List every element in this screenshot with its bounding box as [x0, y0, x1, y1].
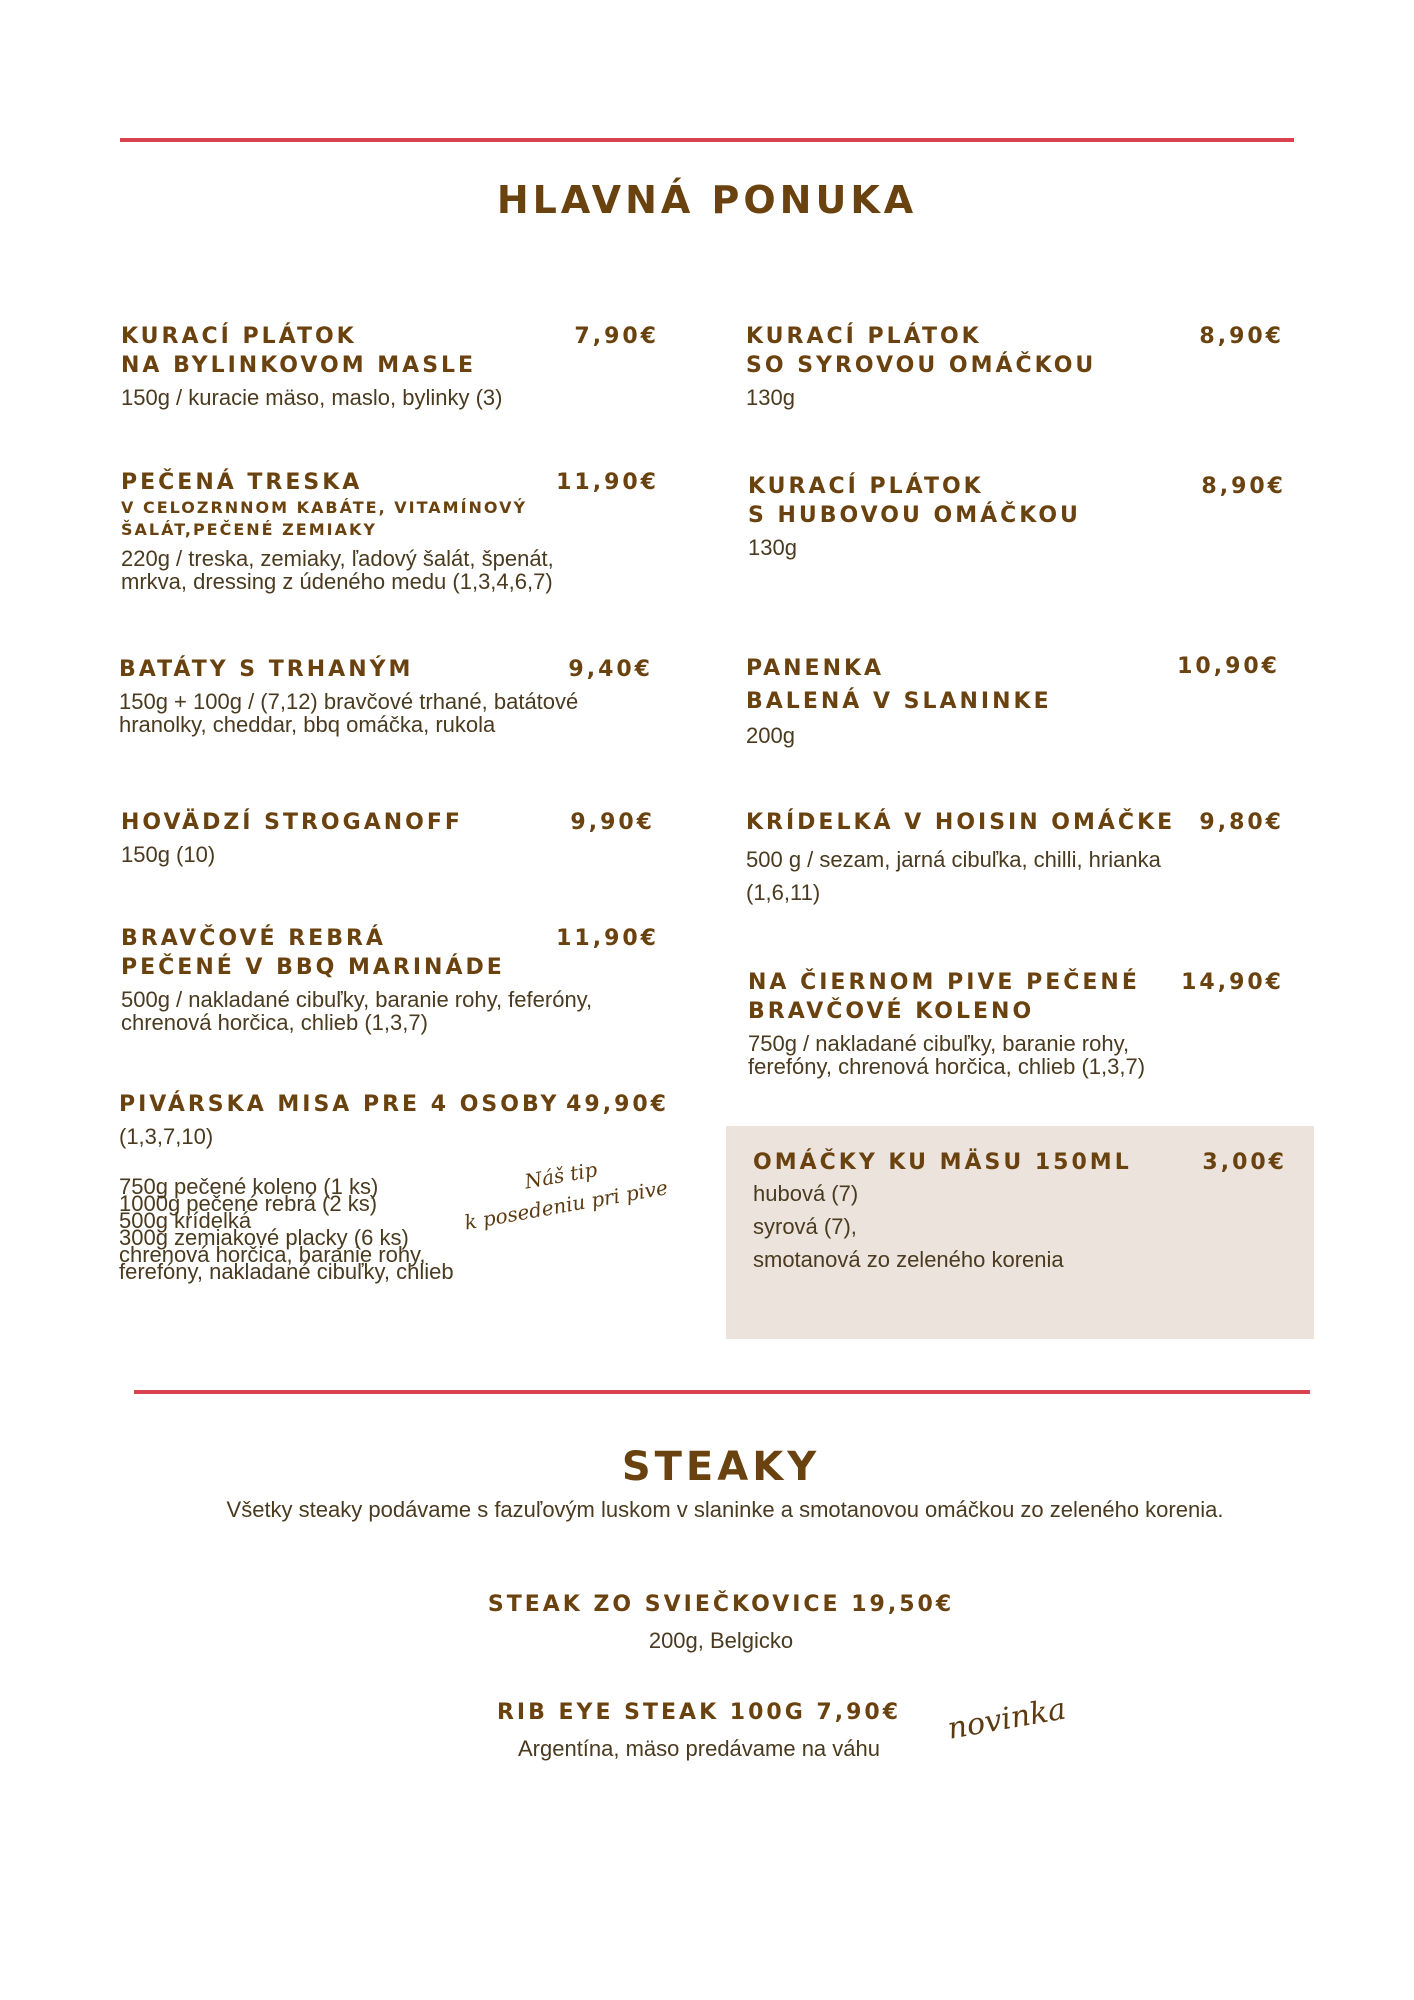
sauces-price: 3,00€: [1202, 1150, 1287, 1175]
item-desc: 130g: [746, 385, 795, 410]
item-desc: 150g + 100g / (7,12) bravčové trhané, batátové hranolky, cheddar, bbq omáčka, rukola: [119, 689, 579, 737]
item-name: PANENKA BALENÁ V SLANINKE: [746, 656, 1052, 714]
item-desc: 750g / nakladané cibuľky, baranie rohy, ferefóny, chrenová horčica, chlieb (1,3,7): [748, 1031, 1146, 1079]
bottom-divider: [134, 1390, 1310, 1394]
platter-contents: 750g pečené koleno (1 ks) 1000g pečené rebrá (2 ks) 500g krídelká 300g zemiakové placky (6 ks) chrenová horčica, baranie rohy, ferefóny, nakladané cibuľky, chlieb: [119, 1174, 454, 1284]
menu-item: [746, 808, 1284, 909]
item-price: 8,90€: [1199, 324, 1284, 349]
steak-name: STEAK ZO SVIEČKOVICE 19,50€: [487, 1592, 955, 1617]
item-price: 49,90€: [566, 1092, 669, 1117]
item-desc: 200g: [746, 723, 795, 748]
item-price: 9,90€: [570, 810, 655, 835]
sauces-list: hubová (7) syrová (7), smotanová zo zeleného korenia: [753, 1181, 1064, 1272]
item-subtitle: V CELOZRNNOM KABÁTE, VITAMÍNOVÝ ŠALÁT,PEČENÉ ZEMIAKY: [121, 498, 528, 539]
item-desc: 150g / kuracie mäso, maslo, bylinky (3): [121, 385, 503, 410]
item-name: BRAVČOVÉ REBRÁ PEČENÉ V BBQ MARINÁDE: [121, 926, 505, 980]
item-name: KURACÍ PLÁTOK SO SYROVOU OMÁČKOU: [746, 324, 1097, 378]
menu-item: [746, 652, 1280, 747]
menu-item: [121, 808, 659, 866]
sauces-name: OMÁČKY KU MÄSU 150ML: [753, 1150, 1132, 1175]
item-name: KURACÍ PLÁTOK NA BYLINKOVOM MASLE: [121, 324, 477, 378]
main-title: HLAVNÁ PONUKA: [496, 178, 918, 222]
steak-desc: 200g, Belgicko: [648, 1628, 794, 1653]
item-desc: 130g: [748, 535, 797, 560]
item-price: 9,40€: [568, 657, 653, 682]
top-divider: [120, 138, 1294, 142]
item-desc: 220g / treska, zemiaky, ľadový šalát, špenát, mrkva, dressing z údeného medu (1,3,4,6,7): [121, 546, 554, 594]
new-badge: novinka: [944, 1691, 1069, 1747]
menu-item: [121, 322, 659, 409]
sauces-item: [753, 1148, 1287, 1276]
item-price: 14,90€: [1181, 970, 1284, 995]
item-desc: 150g (10): [121, 842, 216, 867]
item-price: 9,80€: [1199, 810, 1284, 835]
item-price: 11,90€: [556, 470, 659, 495]
tip-note: Náš tip k posedeniu pri pive: [462, 1157, 670, 1235]
item-desc: (1,3,7,10): [119, 1124, 214, 1149]
item-name: PEČENÁ TRESKA: [121, 470, 363, 495]
steak-desc: Argentína, mäso predávame na váhu: [517, 1736, 880, 1761]
steaks-title: STEAKY: [621, 1444, 821, 1490]
menu-item: [119, 655, 659, 736]
sauces-box: [726, 1126, 1314, 1339]
item-desc: 500g / nakladané cibuľky, baranie rohy, feferóny, chrenová horčica, chlieb (1,3,7): [121, 987, 593, 1035]
item-price: 10,90€: [1177, 654, 1280, 679]
menu-item: [121, 924, 659, 1034]
item-price: 8,90€: [1201, 474, 1286, 499]
menu-item: [121, 468, 659, 593]
item-name: HOVÄDZÍ STROGANOFF: [121, 810, 463, 835]
item-name: NA ČIERNOM PIVE PEČENÉ BRAVČOVÉ KOLENO: [748, 970, 1140, 1024]
item-price: 7,90€: [574, 324, 659, 349]
steaks-note: Všetky steaky podávame s fazuľovým luskom v slaninke a smotanovou omáčkou zo zeleného korenia.: [226, 1497, 1224, 1522]
menu-item: [746, 322, 1284, 409]
item-price: 11,90€: [556, 926, 659, 951]
item-desc: 500 g / sezam, jarná cibuľka, chilli, hrianka (1,6,11): [746, 847, 1161, 905]
item-name: KURACÍ PLÁTOK S HUBOVOU OMÁČKOU: [748, 474, 1081, 528]
menu-item: [748, 968, 1284, 1078]
item-name: KRÍDELKÁ V HOISIN OMÁČKE: [746, 810, 1176, 835]
menu-item: [748, 472, 1286, 559]
steak-name: RIB EYE STEAK 100G 7,90€: [496, 1700, 902, 1725]
item-name: PIVÁRSKA MISA PRE 4 OSOBY: [119, 1092, 560, 1117]
item-name: BATÁTY S TRHANÝM: [119, 657, 414, 682]
